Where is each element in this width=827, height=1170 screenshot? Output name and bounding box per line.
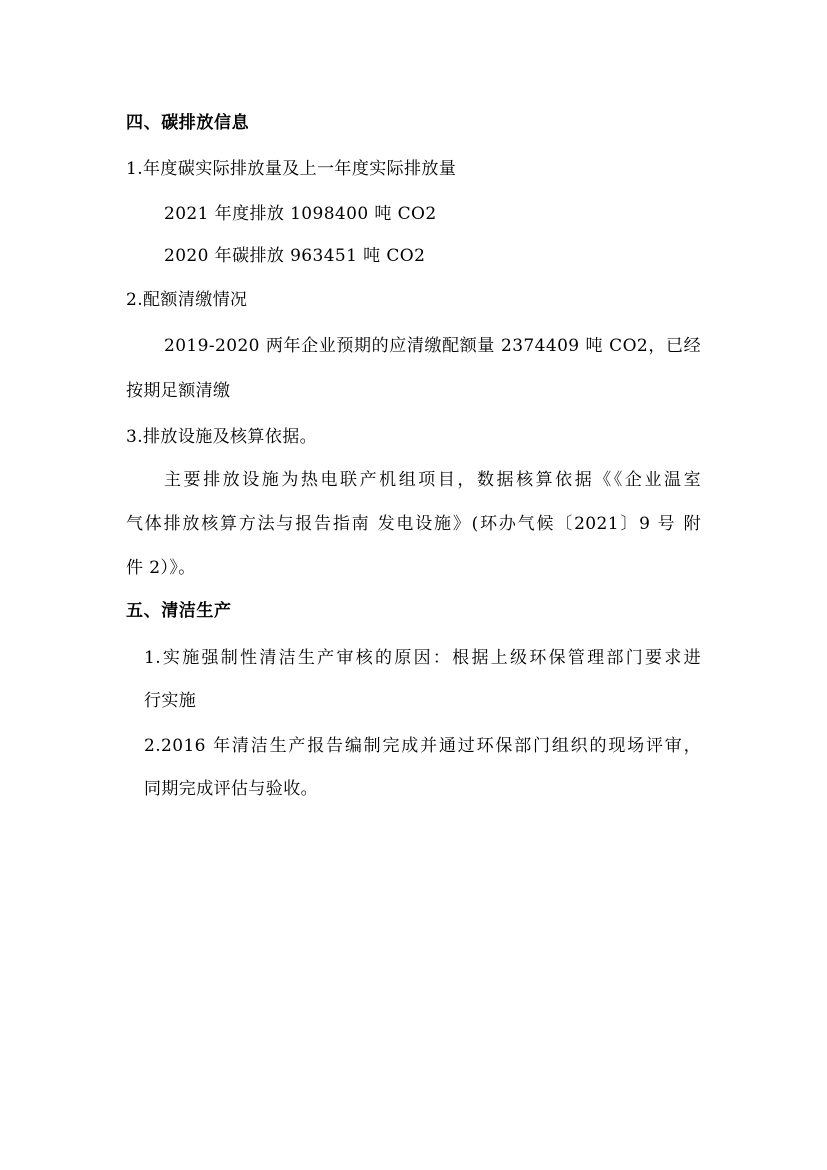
quota-paragraph-line-1: 2019-2020 两年企业预期的应清缴配额量 2374409 吨 CO2，已经	[164, 336, 701, 356]
facility-paragraph-line-3: 件 2）》。	[126, 558, 196, 578]
section-4-item-3-title: 3.排放设施及核算依据。	[126, 427, 318, 447]
report-2016-line-2: 同期完成评估与验收。	[144, 779, 318, 799]
audit-reason-line-1: 1.实施强制性清洁生产审核的原因：根据上级环保管理部门要求进	[144, 648, 701, 668]
section-5-heading: 五、清洁生产	[126, 601, 232, 621]
audit-reason-line-2: 行实施	[144, 691, 197, 711]
quota-paragraph-line-2: 按期足额清缴	[126, 381, 231, 401]
section-4-heading: 四、碳排放信息	[126, 113, 250, 133]
report-2016-line-1: 2.2016 年清洁生产报告编制完成并通过环保部门组织的现场评审，	[144, 736, 701, 756]
emission-2020-line: 2020 年碳排放 963451 吨 CO2	[164, 246, 426, 266]
facility-paragraph-line-2: 气体排放核算方法与报告指南 发电设施》(环办气候〔2021〕9 号 附	[126, 514, 701, 534]
section-4-item-1-title: 1.年度碳实际排放量及上一年度实际排放量	[126, 159, 457, 179]
emission-2021-line: 2021 年度排放 1098400 吨 CO2	[164, 204, 437, 224]
section-4-item-2-title: 2.配额清缴情况	[126, 290, 248, 310]
facility-paragraph-line-1: 主要排放设施为热电联产机组项目，数据核算依据《《企业温室	[164, 470, 701, 490]
